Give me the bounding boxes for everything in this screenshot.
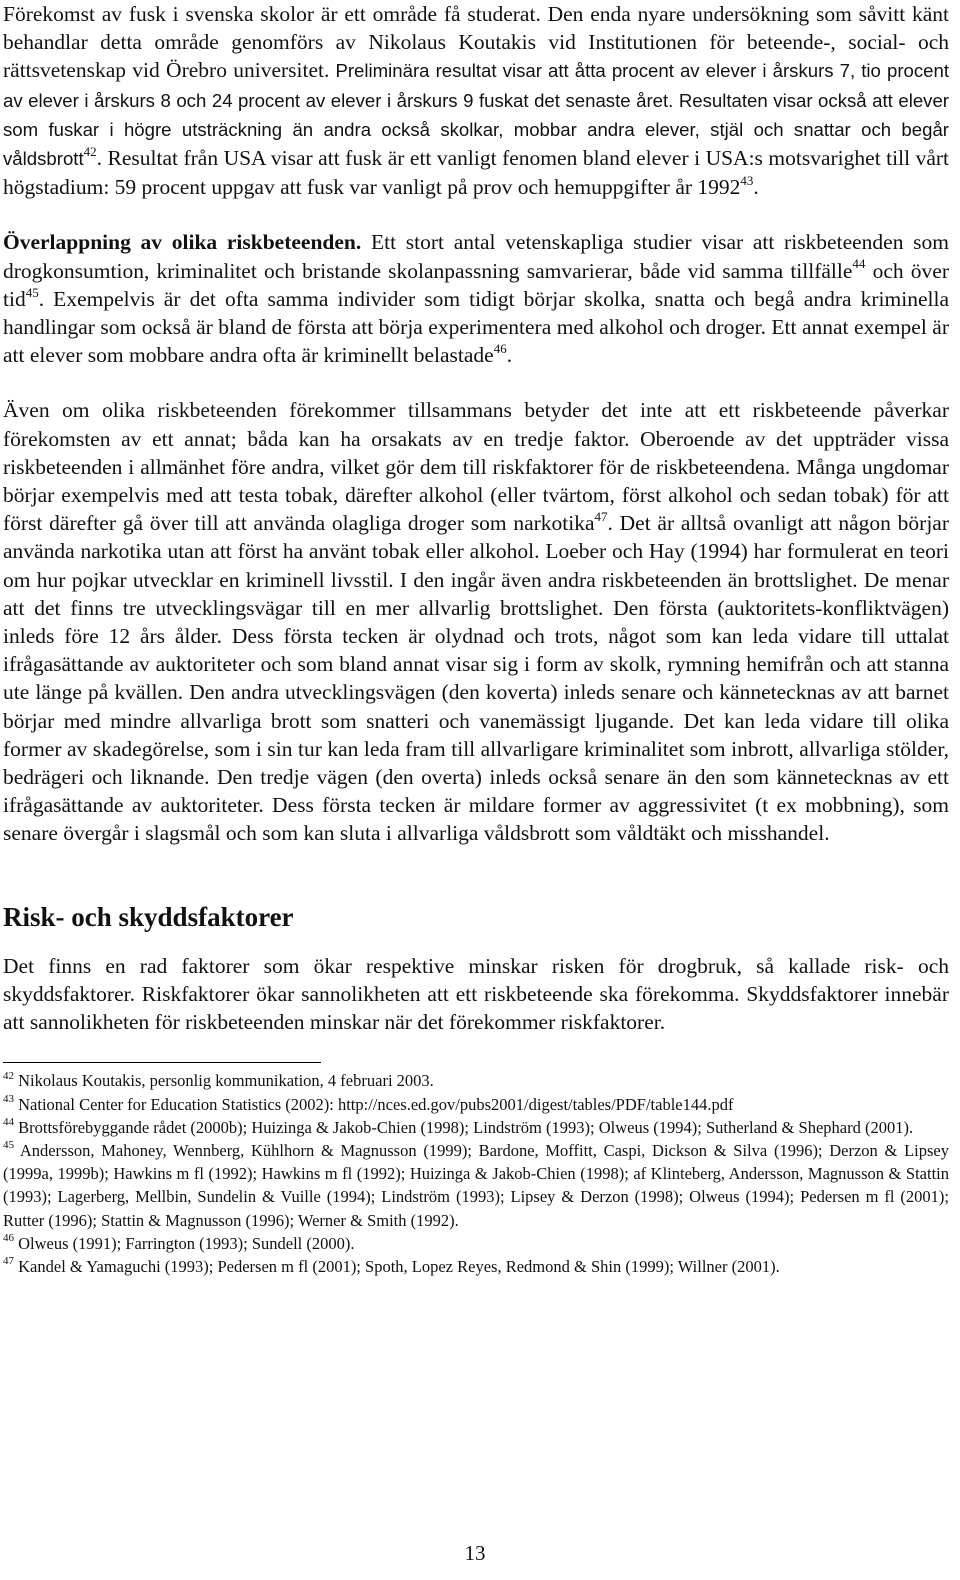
footnote-45 [3,1139,949,1232]
footnote-47 [3,1255,949,1278]
paragraph-pathways-text-b: . Det är alltså ovanligt att någon börjar använda narkotika utan att först ha använt tobak eller alkohol. Loeber och Hay (1994) har formulerat en teori om hur pojkar utvecklar en kriminell livsstil. I den ingår även andra riskbeteenden än brottslighet. De menar att det finns tre utvecklingsvägar till en mer allvarlig brottslighet. Den första (auktoritets-konfliktvägen) inleds före 12 års ålder. Dess första tecken är olydnad och trots, något som kan leda vidare till uttalat ifrågasättande av auktoriteter och som bland annat visar sig i form av skolk, rymning hemifrån och att stanna ute länge på kvällen. Den andra utvecklingsvägen (den koverta) inleds senare och kännetecknas av att barnet börjar med mindre allvarliga brott som snatteri och vanemässigt ljugande. Det kan leda vidare till olika former av skadegörelse, som i sin tur kan leda fram till allvarligare kriminalitet som inbrott, allvarliga stölder, bedrägeri och liknande. Den tredje vägen (den overta) inleds också senare än den som kännetecknas av ett ifrågasättande av auktoriteter. Dess första tecken är mildare former av aggressivitet (t ex mobbning), som senare övergår i slagsmål och som kan sluta i allvarliga våldsbrott som våldtäkt och misshandel. [3,511,949,846]
footnote-text: Brottsförebyggande rådet (2000b); Huizinga & Jakob-Chien (1998); Lindström (1993); Olweus (1994); Sutherland & Shephard (2001). [14,1117,914,1137]
paragraph-cheating-end: . [753,175,759,200]
footnote-number: 45 [3,1139,14,1152]
footnote-44 [3,1116,949,1139]
footnote-divider [3,1062,321,1063]
footnote-number: 47 [3,1255,14,1268]
footnotes [3,1069,949,1278]
footnote-46 [3,1232,949,1255]
paragraph-cheating [3,0,949,201]
footnote-number: 46 [3,1232,14,1245]
footnote-text: Kandel & Yamaguchi (1993); Pedersen m fl (2001); Spoth, Lopez Reyes, Redmond & Shin (1999); Willner (2001). [14,1256,780,1276]
paragraph-cheating-results: Preliminära resultat visar att åtta procent av elever i årskurs 7, tio procent av elever i årskurs 8 och 24 procent av elever i årskurs 9 fuskat det senaste året. Resultaten visar också att elever som fuskar i högre utsträckning än andra också skolkar, mobbar andra elever, stjäl och snattar och begår våldsbrott [3,60,950,170]
footnote-ref-45[interactable]: 45 [25,284,39,300]
paragraph-overlap-end: . [506,343,513,368]
paragraph-pathways [3,396,949,847]
footnote-text[interactable]: National Center for Education Statistics (2002): http://nces.ed.gov/pubs2001/digest/tables/PDF/table144.pdf [14,1094,734,1114]
footnote-42 [3,1069,949,1092]
footnote-number: 44 [3,1116,14,1129]
paragraph-cheating-intro: Förekomst av fusk i svenska skolor är ett område få studerat. Den enda nyare undersökning som såvitt känt behandlar detta område genomförs av Nikolaus Koutakis vid Institutionen för beteende-, social- och rättsvetenskap vid Örebro universitet. [3,2,949,83]
footnote-ref-47[interactable]: 47 [594,509,608,525]
section-title: Risk- och skyddsfaktorer [3,901,294,932]
footnote-number: 42 [3,1069,14,1082]
paragraph-overlap-text-b: och över tid [3,258,950,311]
footnote-43 [3,1093,949,1116]
paragraph-overlap [3,228,949,369]
footnote-ref-44[interactable]: 44 [852,256,866,272]
footnote-number: 43 [3,1093,14,1105]
paragraph-overlap-text-a: Ett stort antal vetenskapliga studier visar att riskbeteenden som drogkonsumtion, kriminalitet och bristande skolanpassning samvarierar, både vid samma tillfälle [3,230,950,283]
paragraph-pathways-text-a: Även om olika riskbeteenden förekommer tillsammans betyder det inte att ett riskbeteende påverkar förekomsten av ett annat; båda kan ha orsakats av en tredje faktor. Oberoende av det uppträder vissa riskbeteenden i allmänhet före andra, vilket gör dem till riskfaktorer för de riskbeteendena. Många ungdomar börjar exempelvis med att testa tobak, därefter alkohol (eller tvärtom, först alkohol och sedan tobak) för att först därefter gå över till att använda olagliga droger som narkotika [3,398,949,536]
footnote-text: Andersson, Mahoney, Wennberg, Kühlhorn & Magnusson (1999); Bardone, Moffitt, Caspi, Dickson & Silva (1996); Derzon & Lipsey (1999a, 1999b); Hawkins m fl (1992); Hawkins m fl (1992); Huizinga & Jakob-Chien (1998); af Klinteberg, Andersson, Magnusson & Stattin (1993); Lagerberg, Mellbin, Sundelin & Vuille (1994); Lindström (1993); Lipsey & Derzon (1998); Olweus (1994); Pedersen m fl (2001); Rutter (1996); Stattin & Magnusson (1996); Werner & Smith (1992). [3,1140,949,1230]
footnote-ref-46[interactable]: 46 [493,341,507,357]
paragraph-overlap-text-c: . Exempelvis är det ofta samma individer som tidigt börjar skolka, snatta och begå andra kriminella handlingar som också är bland de första att börja experimentera med alkohol och droger. Ett annat exempel är att elever som mobbare andra ofta är kriminellt belastade [3,286,949,368]
footnote-text: Olweus (1991); Farrington (1993); Sundell (2000). [14,1233,355,1253]
footnote-text: Nikolaus Koutakis, personlig kommunikation, 4 februari 2003. [14,1071,434,1091]
paragraph-overlap-heading: Överlappning av olika riskbeteenden. [3,230,362,255]
footnote-ref-43[interactable]: 43 [740,173,754,189]
paragraph-risk-protective: Det finns en rad faktorer som ökar respektive minskar risken för drogbruk, så kallade risk- och skyddsfaktorer. Riskfaktorer ökar sannolikheten att ett riskbeteende ska förekomma. Skyddsfaktorer innebär att sannolikheten för riskbeteenden minskar när det förekommer riskfaktorer. [3,953,949,1035]
paragraph-cheating-usa: . Resultat från USA visar att fusk är ett vanligt fenomen bland elever i USA:s motsvarighet till vårt högstadium: 59 procent uppgav att fusk var vanligt på prov och hemuppgifter år 1992 [3,146,949,200]
document-page [3,0,949,1278]
page-number: 13 [464,1541,486,1565]
footnote-ref-42[interactable]: 42 [83,143,97,159]
